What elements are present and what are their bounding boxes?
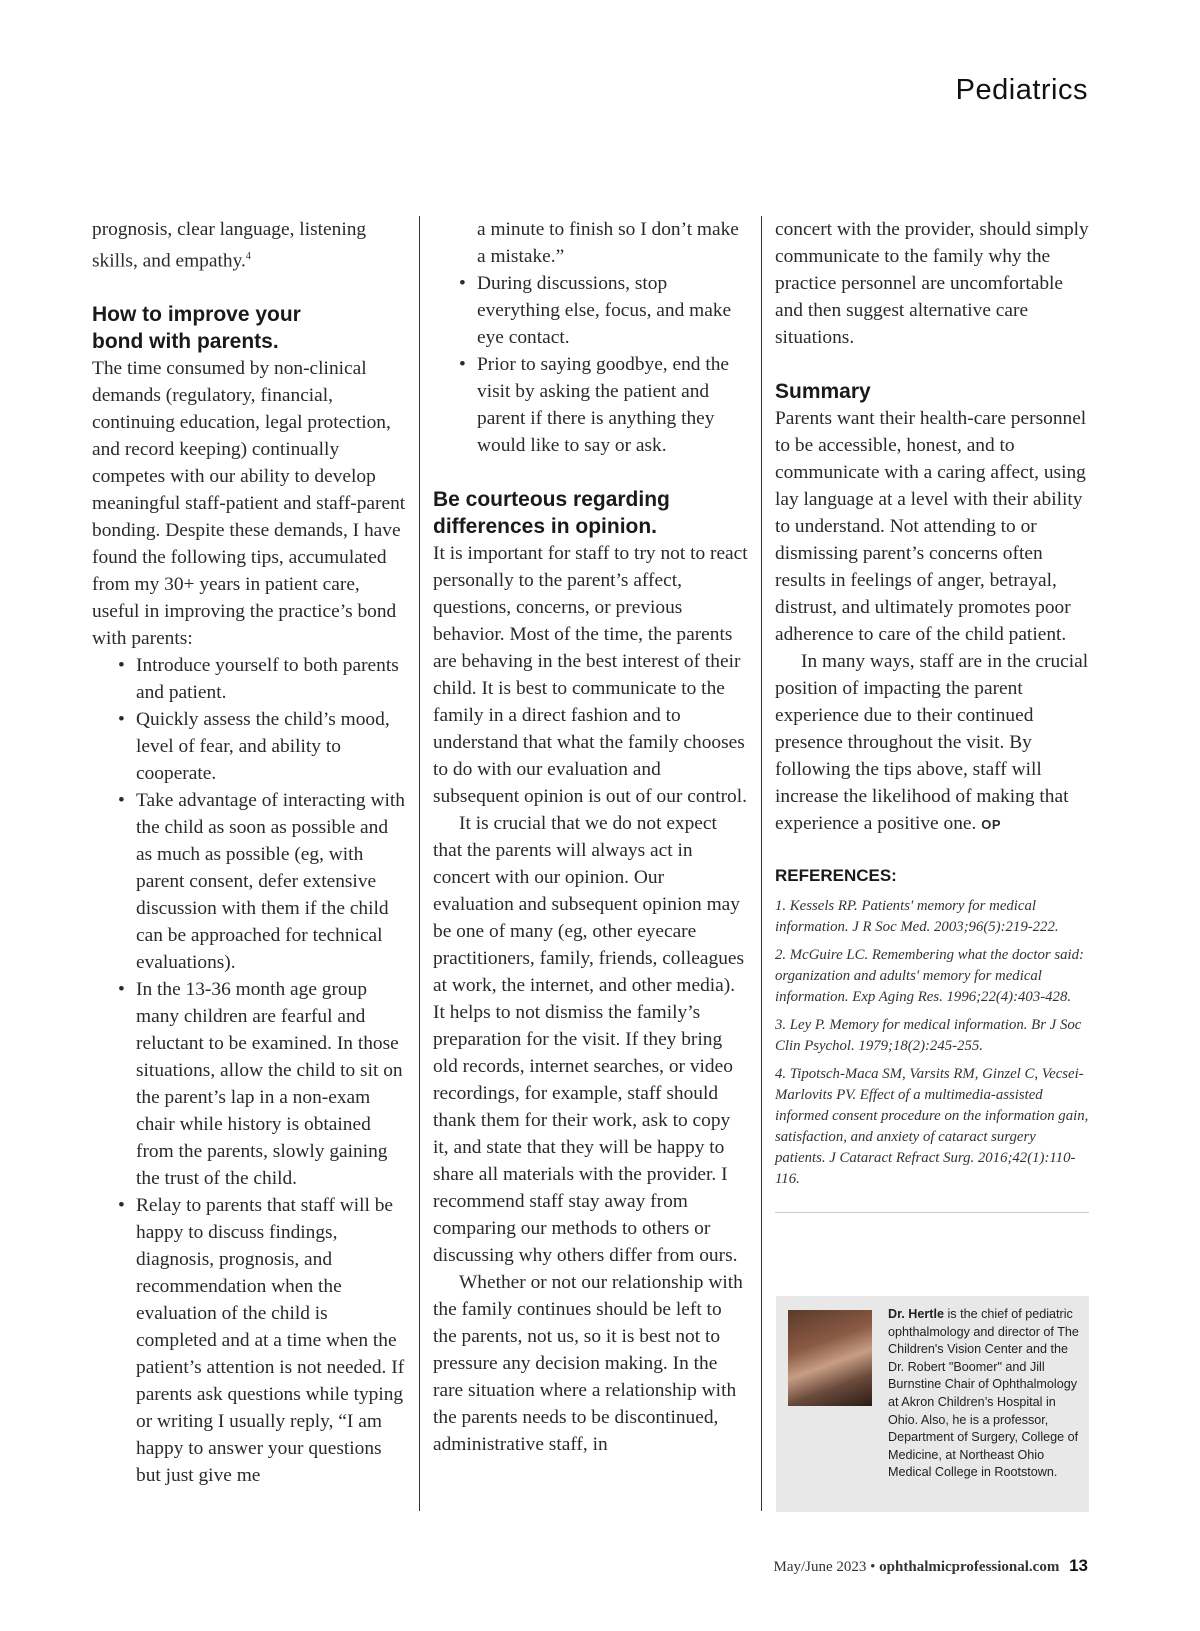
heading-line: How to improve your: [92, 303, 301, 327]
paragraph: The time consumed by non-clinical demands (regulatory, financial, continuing education, legal protection, and record keeping) continually competes with our ability to develop meaningful staff-patient and staff-parent bonding. Despite these demands, I have found the following tips, accumulated from my 30+ years in patient care, useful in improving the practice’s bond with parents:: [92, 358, 406, 650]
issue-date: May/June 2023: [773, 1559, 867, 1575]
heading-line: bond with parents.: [92, 330, 279, 354]
paragraph: It is crucial that we do not expect that the parents will always act in concert with our opinion. Our evaluation and subsequent opinion may be one of many (eg, other eyecare practitioners, family, friends, colleagues at work, the internet, and other media). It helps to not dismiss the family’s preparation for the visit. If they bring old records, internet searches, or video recordings, for example, staff should thank them for their work, ask to copy it, and state that they will be happy to share all materials with the provider. I recommend staff stay away from comparing our methods to others or discussing why others differ from ours.: [433, 813, 745, 1266]
footnote-ref: 4: [245, 251, 251, 262]
column-3: [775, 216, 1089, 1213]
author-photo: [788, 1310, 872, 1406]
section-heading-bond: [92, 301, 406, 355]
reference-item: 4. Tipotsch-Maca SM, Varsits RM, Ginzel C, Vecsei-Marlovits PV. Effect of a multimedia-assisted informed consent procedure on the information gain, satisfaction, and anxiety of cataract surgery patients. J Cataract Refract Surg. 2016;42(1):110-116.: [775, 1066, 1089, 1187]
list-item: • Take advantage of interacting with the child as soon as possible and as much as possible (eg, with parent consent, defer extensive discussion with them if the child can be approached for technical evaluations).: [92, 787, 406, 976]
paragraph: [775, 648, 1089, 838]
section-title: Pediatrics: [955, 74, 1088, 106]
column-divider: [761, 216, 762, 1511]
author-name: Dr. Hertle: [888, 1307, 944, 1321]
paragraph: Whether or not our relationship with the family continues should be left to the parents, not us, so it is best not to pressure any decision making. In the rare situation where a relationship with the parents needs to be discontinued, administrative staff, in: [433, 1272, 743, 1455]
author-bio-box: [776, 1296, 1089, 1512]
paragraph: concert with the provider, should simply communicate to the family why the practice personnel are uncomfortable and then suggest alternative care situations.: [775, 219, 1089, 348]
website: ophthalmicprofessional.com: [879, 1559, 1060, 1575]
references-heading: REFERENCES:: [775, 866, 897, 885]
author-bio-text: is the chief of pediatric ophthalmology and director of The Children's Vision Center and the Dr. Robert "Boomer" and Jill Burnstine Chair of Ophthalmology at Akron Children’s Hospital in Ohio. Also, he is a professor, Department of Surgery, College of Medicine, at Northeast Ohio Medical College in Rootstown.: [888, 1307, 1079, 1480]
paragraph: It is important for staff to try not to react personally to the parent’s affect, questions, concerns, or previous behavior. Most of the time, the parents are behaving in the best interest of their child. It is best to communicate to the family in a direct fashion and to understand that what the family chooses to do with our evaluation and subsequent opinion is out of our control.: [433, 543, 748, 807]
intro-paragraph: [92, 216, 406, 274]
reference-item: 3. Ley P. Memory for medical information. Br J Soc Clin Psychol. 1979;18(2):245-255.: [775, 1017, 1082, 1054]
list-item: • Prior to saying goodbye, end the visit by asking the patient and parent if there is anything they would like to say or ask.: [433, 351, 749, 459]
tips-list-continued: [433, 270, 749, 459]
paragraph: Parents want their health-care personnel to be accessible, honest, and to communicate with a caring affect, using lay language at a level with their ability to understand. Not attending to or dismissing parent’s concerns often results in feelings of anger, betrayal, distrust, and ultimately promotes poor adherence to care of the child patient.: [775, 408, 1087, 645]
heading-line: differences in opinion.: [433, 515, 658, 538]
page-footer: [773, 1556, 1088, 1576]
list-item: • Quickly assess the child’s mood, level of fear, and ability to cooperate.: [92, 706, 406, 787]
column-divider: [419, 216, 420, 1511]
heading-line: Be courteous regarding: [433, 488, 670, 511]
references-divider: [775, 1212, 1089, 1213]
paragraph-text: In many ways, staff are in the crucial position of impacting the parent experience due to their continued presence throughout the visit. By following the tips above, staff will increase the likelihood of making that experience a positive one.: [775, 651, 1089, 834]
intro-text: prognosis, clear language, listening skills, and empathy.: [92, 219, 367, 272]
list-item: • During discussions, stop everything else, focus, and make eye contact.: [433, 270, 749, 351]
list-item: • In the 13-36 month age group many children are fearful and reluctant to be examined. In those situations, allow the child to sit on the parent’s lap in a non-exam chair while history is obtained from the parents, slowly gaining the trust of the child.: [92, 976, 406, 1192]
author-bio: [888, 1306, 1080, 1482]
list-item: • Relay to parents that staff will be happy to discuss findings, diagnosis, prognosis, and recommendation when the evaluation of the child is completed and at a time when the patient’s attention is not needed. If parents ask questions while typing or writing I usually reply, “I am happy to answer your questions but just give me: [92, 1192, 406, 1489]
list-item: • Introduce yourself to both parents and patient.: [92, 652, 406, 706]
column-1: [92, 216, 406, 1489]
page-number: 13: [1069, 1556, 1088, 1575]
reference-item: 1. Kessels RP. Patients' memory for medical information. J R Soc Med. 2003;96(5):219-222.: [775, 898, 1059, 935]
column-2: [433, 216, 749, 1458]
section-heading-courteous: [433, 486, 749, 540]
section-heading-summary: Summary: [775, 380, 871, 403]
list-continuation: a minute to finish so I don’t make a mistake.”: [477, 219, 739, 267]
footer-separator: •: [870, 1559, 876, 1575]
tips-list: [92, 652, 406, 1489]
reference-item: 2. McGuire LC. Remembering what the doctor said: organization and adults' memory for medical information. Exp Aging Res. 1996;22(4):403-428.: [775, 947, 1084, 1005]
end-mark: OP: [981, 817, 1002, 832]
